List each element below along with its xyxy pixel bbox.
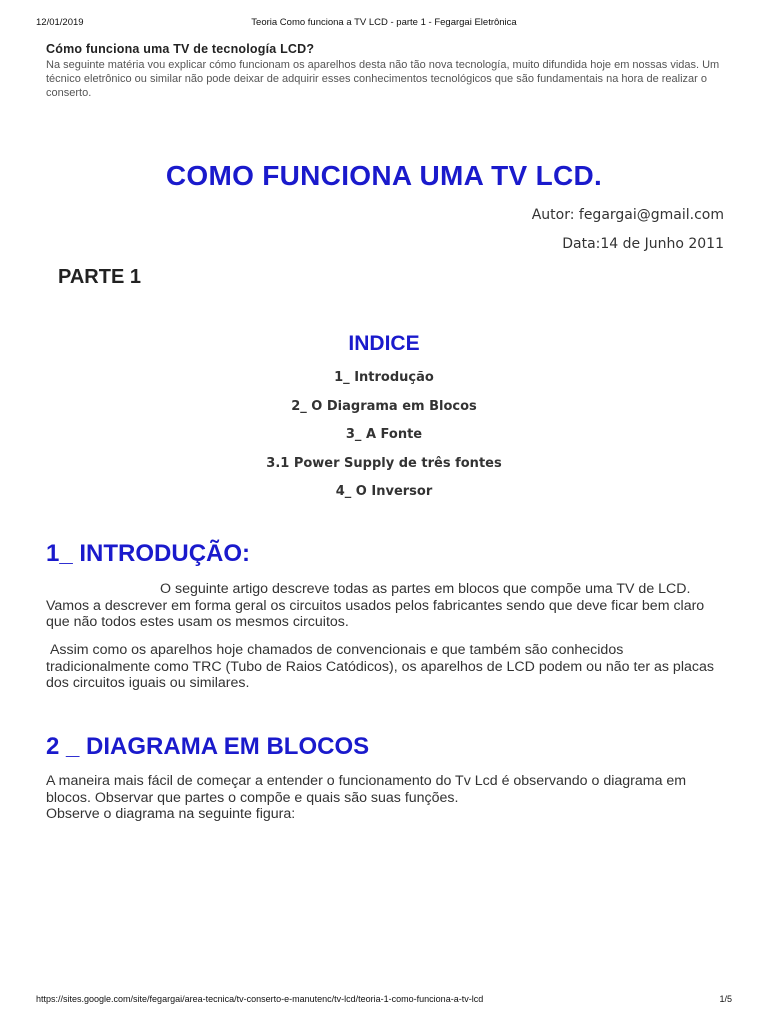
intro-question: Cómo funciona uma TV de tecnología LCD? [46, 42, 315, 56]
section-heading-diagrama: 2 _ DIAGRAMA EM BLOCOS [46, 733, 370, 760]
page-number: 1/5 [719, 994, 732, 1004]
intro-paragraph: Na seguinte matéria vou explicar cómo funcionam os aparelhos desta não tão nova tecnología, muito difundida hoje em nossas vidas. Um técnico eletrônico ou similar não pode deixar de adquirir esses conhecimentos tecnológicos que são fundamentais na hora de realizar o conserto. [46, 59, 720, 99]
index-item: 3_ A Fonte [345, 427, 423, 443]
part-label: PARTE 1 [58, 266, 141, 288]
section-heading-introducao: 1_ INTRODUÇÃO: [46, 540, 251, 567]
print-date: 12/01/2019 [36, 17, 84, 28]
date-line: Data:14 de Junho 2011 [562, 236, 724, 252]
print-page-title: Teoria Como funciona a TV LCD - parte 1 - Fegargai Eletrônica [251, 17, 517, 28]
print-url: https://sites.google.com/site/fegargai/area-tecnica/tv-conserto-e-manutenc/tv-lcd/teoria-1-como-funciona-a-tv-lcd [36, 994, 484, 1004]
section2-paragraph-2: Observe o diagrama na seguinte figura: [46, 806, 296, 822]
intro-block [46, 42, 736, 100]
section1-paragraph-2: Assim como os aparelhos hoje chamados de convencionais e que também são conhecidos tradicionalmente como TRC (Tubo de Raios Catódicos), os aparelhos de LCD podem ou não ter as placas dos circuitos iguais ou similares. [46, 642, 714, 691]
index-item: 1_ Introdução [334, 370, 434, 385]
index-title: INDICE [348, 332, 420, 355]
section1-paragraph-1: O seguinte artigo descreve todas as partes em blocos que compõe uma TV de LCD. Vamos a descrever em forma geral os circuitos usados pelos fabricantes sendo que deve ficar bem claro que não todos estes usam os mesmos circuitos. [46, 581, 705, 630]
section2-paragraph-1: A maneira mais fácil de começar a entender o funcionamento do Tv Lcd é observando o diagrama em blocos. Observar que partes o compõe e quais são suas funções. [46, 773, 687, 806]
index-item: 2_ O Diagrama em Blocos [291, 398, 477, 414]
index-item: 4_ O Inversor [335, 484, 433, 500]
author-line: Autor: fegargai@gmail.com [531, 207, 724, 223]
index-item: 3.1 Power Supply de três fontes [266, 455, 502, 471]
main-title: COMO FUNCIONA UMA TV LCD. [165, 160, 603, 191]
index-list [0, 370, 768, 513]
